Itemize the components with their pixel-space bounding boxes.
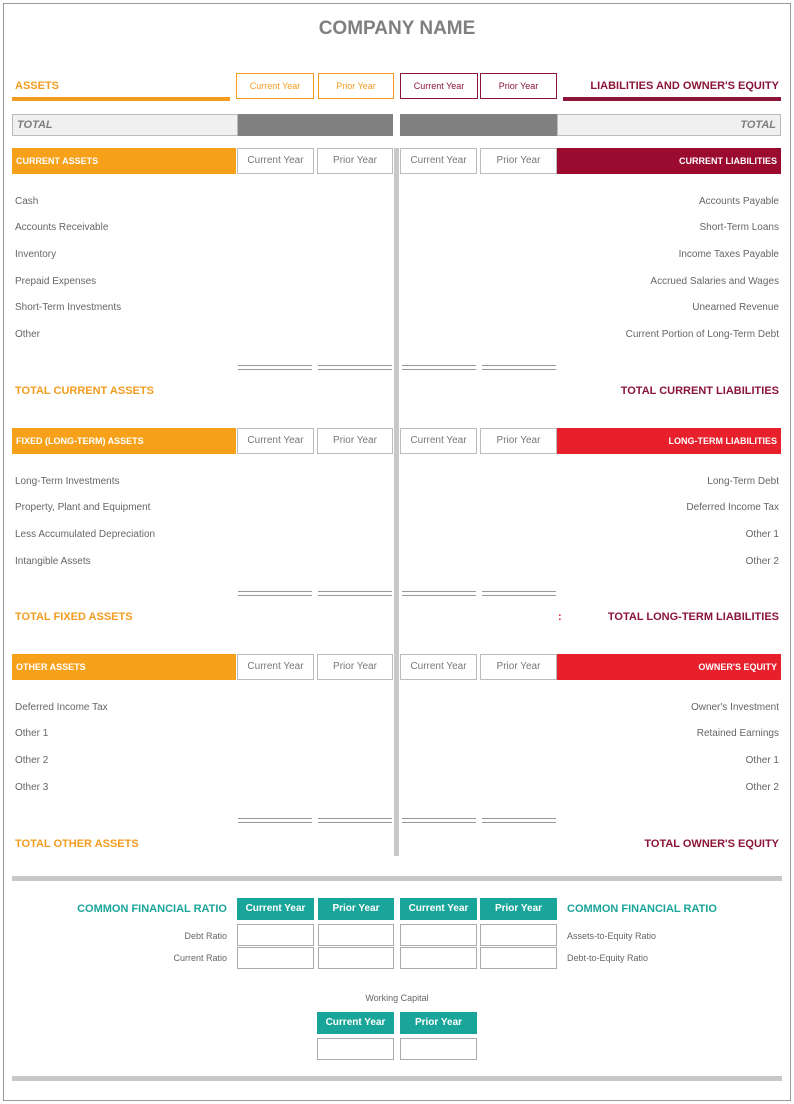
list-item: Intangible Assets bbox=[15, 556, 91, 567]
colon-mark: : bbox=[558, 611, 562, 623]
list-item: Other bbox=[15, 329, 41, 340]
s1-current-year-right: Current Year bbox=[400, 148, 477, 174]
ratio-current-year-left: Current Year bbox=[237, 898, 314, 920]
current-ratio-current-cell[interactable] bbox=[237, 947, 314, 969]
list-item: Other 1 bbox=[745, 755, 779, 766]
s2-current-year-left: Current Year bbox=[237, 428, 314, 454]
list-item: Owner's Investment bbox=[690, 702, 779, 713]
debt-to-equity-label: Debt-to-Equity Ratio bbox=[567, 953, 649, 963]
assets-underline bbox=[12, 97, 230, 101]
list-item: Long-Term Debt bbox=[707, 476, 779, 487]
list-item: Short-Term Investments bbox=[15, 302, 122, 313]
double-rule bbox=[318, 591, 392, 596]
total-fixed-assets: TOTAL FIXED ASSETS bbox=[15, 611, 133, 623]
list-item: Other 3 bbox=[15, 782, 49, 793]
list-item: Other 2 bbox=[745, 556, 779, 567]
debt-ratio-prior-cell[interactable] bbox=[318, 924, 394, 946]
bottom-separator bbox=[12, 1076, 782, 1081]
list-item: Accounts Receivable bbox=[15, 222, 109, 233]
current-liabilities-header: CURRENT LIABILITIES bbox=[557, 148, 781, 174]
s1-current-year-left: Current Year bbox=[237, 148, 314, 174]
fixed-assets-header: FIXED (LONG-TERM) ASSETS bbox=[12, 428, 236, 454]
ratio-label-right: COMMON FINANCIAL RATIO bbox=[567, 903, 717, 915]
s1-prior-year-right: Prior Year bbox=[480, 148, 557, 174]
debt-equity-prior-cell[interactable] bbox=[480, 947, 557, 969]
debt-equity-current-cell[interactable] bbox=[400, 947, 477, 969]
list-item: Current Portion of Long-Term Debt bbox=[625, 329, 779, 340]
total-other-assets: TOTAL OTHER ASSETS bbox=[15, 838, 139, 850]
double-rule bbox=[402, 365, 476, 370]
ratio-prior-year-left: Prior Year bbox=[318, 898, 394, 920]
total-current-assets: TOTAL CURRENT ASSETS bbox=[15, 385, 154, 397]
double-rule bbox=[318, 818, 392, 823]
liabilities-label: LIABILITIES AND OWNER'S EQUITY bbox=[590, 80, 779, 92]
company-name: COMPANY NAME bbox=[318, 18, 476, 39]
top-prior-year-right: Prior Year bbox=[480, 73, 557, 99]
other-assets-header: OTHER ASSETS bbox=[12, 654, 236, 680]
assets-equity-prior-cell[interactable] bbox=[480, 924, 557, 946]
wc-prior-year: Prior Year bbox=[400, 1012, 477, 1034]
list-item: Income Taxes Payable bbox=[678, 249, 779, 260]
list-item: Inventory bbox=[15, 249, 57, 260]
double-rule bbox=[402, 818, 476, 823]
s3-prior-year-left: Prior Year bbox=[317, 654, 393, 680]
list-item: Prepaid Expenses bbox=[15, 276, 97, 287]
list-item: Short-Term Loans bbox=[699, 222, 779, 233]
total-left-fill bbox=[238, 114, 393, 136]
list-item: Long-Term Investments bbox=[15, 476, 120, 487]
total-current-liabilities: TOTAL CURRENT LIABILITIES bbox=[620, 385, 779, 397]
list-item: Cash bbox=[15, 196, 39, 207]
double-rule bbox=[482, 591, 556, 596]
list-item: Other 1 bbox=[745, 529, 779, 540]
list-item: Other 2 bbox=[745, 782, 779, 793]
total-right: TOTAL bbox=[557, 114, 781, 136]
debt-ratio-current-cell[interactable] bbox=[237, 924, 314, 946]
list-item: Retained Earnings bbox=[696, 728, 779, 739]
top-current-year-right: Current Year bbox=[400, 73, 478, 99]
owners-equity-header: OWNER'S EQUITY bbox=[557, 654, 781, 680]
s2-prior-year-left: Prior Year bbox=[317, 428, 393, 454]
s2-current-year-right: Current Year bbox=[400, 428, 477, 454]
top-prior-year-left: Prior Year bbox=[318, 73, 394, 99]
list-item: Less Accumulated Depreciation bbox=[15, 529, 156, 540]
double-rule bbox=[318, 365, 392, 370]
working-capital-label: Working Capital bbox=[365, 993, 429, 1003]
liabilities-underline bbox=[563, 97, 781, 101]
double-rule bbox=[238, 591, 312, 596]
list-item: Property, Plant and Equipment bbox=[15, 502, 151, 513]
current-assets-header: CURRENT ASSETS bbox=[12, 148, 236, 174]
list-item: Deferred Income Tax bbox=[15, 702, 108, 713]
ratio-prior-year-right: Prior Year bbox=[480, 898, 557, 920]
double-rule bbox=[402, 591, 476, 596]
list-item: Deferred Income Tax bbox=[686, 502, 779, 513]
s3-current-year-right: Current Year bbox=[400, 654, 477, 680]
wc-prior-cell[interactable] bbox=[400, 1038, 477, 1060]
assets-to-equity-label: Assets-to-Equity Ratio bbox=[567, 931, 657, 941]
list-item: Unearned Revenue bbox=[692, 302, 779, 313]
list-item: Other 1 bbox=[15, 728, 49, 739]
double-rule bbox=[238, 818, 312, 823]
list-item: Accounts Payable bbox=[698, 196, 779, 207]
s3-current-year-left: Current Year bbox=[237, 654, 314, 680]
debt-ratio-label: Debt Ratio bbox=[184, 931, 227, 941]
total-owners-equity: TOTAL OWNER'S EQUITY bbox=[644, 838, 779, 850]
double-rule bbox=[238, 365, 312, 370]
total-left: TOTAL bbox=[12, 114, 238, 136]
assets-equity-current-cell[interactable] bbox=[400, 924, 477, 946]
double-rule bbox=[482, 818, 556, 823]
total-right-fill bbox=[400, 114, 557, 136]
wc-current-year: Current Year bbox=[317, 1012, 394, 1034]
wc-current-cell[interactable] bbox=[317, 1038, 394, 1060]
list-item: Accrued Salaries and Wages bbox=[650, 276, 779, 287]
s2-prior-year-right: Prior Year bbox=[480, 428, 557, 454]
assets-label: ASSETS bbox=[15, 80, 60, 92]
long-term-liabilities-header: LONG-TERM LIABILITIES bbox=[557, 428, 781, 454]
s3-prior-year-right: Prior Year bbox=[480, 654, 557, 680]
current-ratio-label: Current Ratio bbox=[173, 953, 227, 963]
current-ratio-prior-cell[interactable] bbox=[318, 947, 394, 969]
ratio-label-left: COMMON FINANCIAL RATIO bbox=[77, 903, 227, 915]
s1-prior-year-left: Prior Year bbox=[317, 148, 393, 174]
double-rule bbox=[482, 365, 556, 370]
total-long-term-liabilities: TOTAL LONG-TERM LIABILITIES bbox=[607, 611, 779, 623]
ratio-current-year-right: Current Year bbox=[400, 898, 477, 920]
section-separator bbox=[12, 876, 782, 881]
center-divider bbox=[394, 148, 399, 856]
top-current-year-left: Current Year bbox=[236, 73, 314, 99]
list-item: Other 2 bbox=[15, 755, 49, 766]
